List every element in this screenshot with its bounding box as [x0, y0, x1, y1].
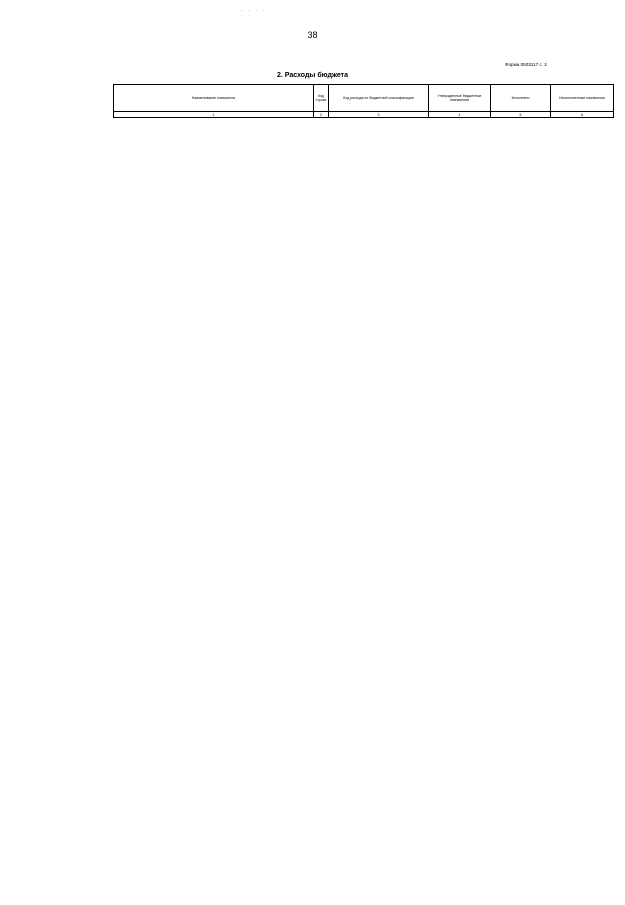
header-budget-code: Код расхода по бюджетной классификации — [329, 85, 429, 112]
header-executed: Исполнено — [491, 85, 551, 112]
section-title: 2. Расходы бюджета — [277, 72, 348, 79]
column-number: 4 — [429, 112, 491, 118]
column-number: 6 — [551, 112, 614, 118]
column-number: 5 — [491, 112, 551, 118]
header-approved: Утвержденные бюджетные назначения — [429, 85, 491, 112]
scan-artifact: · · · · — [240, 8, 267, 14]
form-code: Форма 0503117 с. 2 — [505, 62, 547, 67]
header-name: Наименование показателя — [114, 85, 314, 112]
column-number: 3 — [329, 112, 429, 118]
page-number: 38 — [307, 30, 318, 40]
column-number: 2 — [314, 112, 329, 118]
column-number: 1 — [114, 112, 314, 118]
header-line-code: Код строки — [314, 85, 329, 112]
header-unexecuted: Неисполненные назначения — [551, 85, 614, 112]
expenses-table — [113, 84, 614, 118]
